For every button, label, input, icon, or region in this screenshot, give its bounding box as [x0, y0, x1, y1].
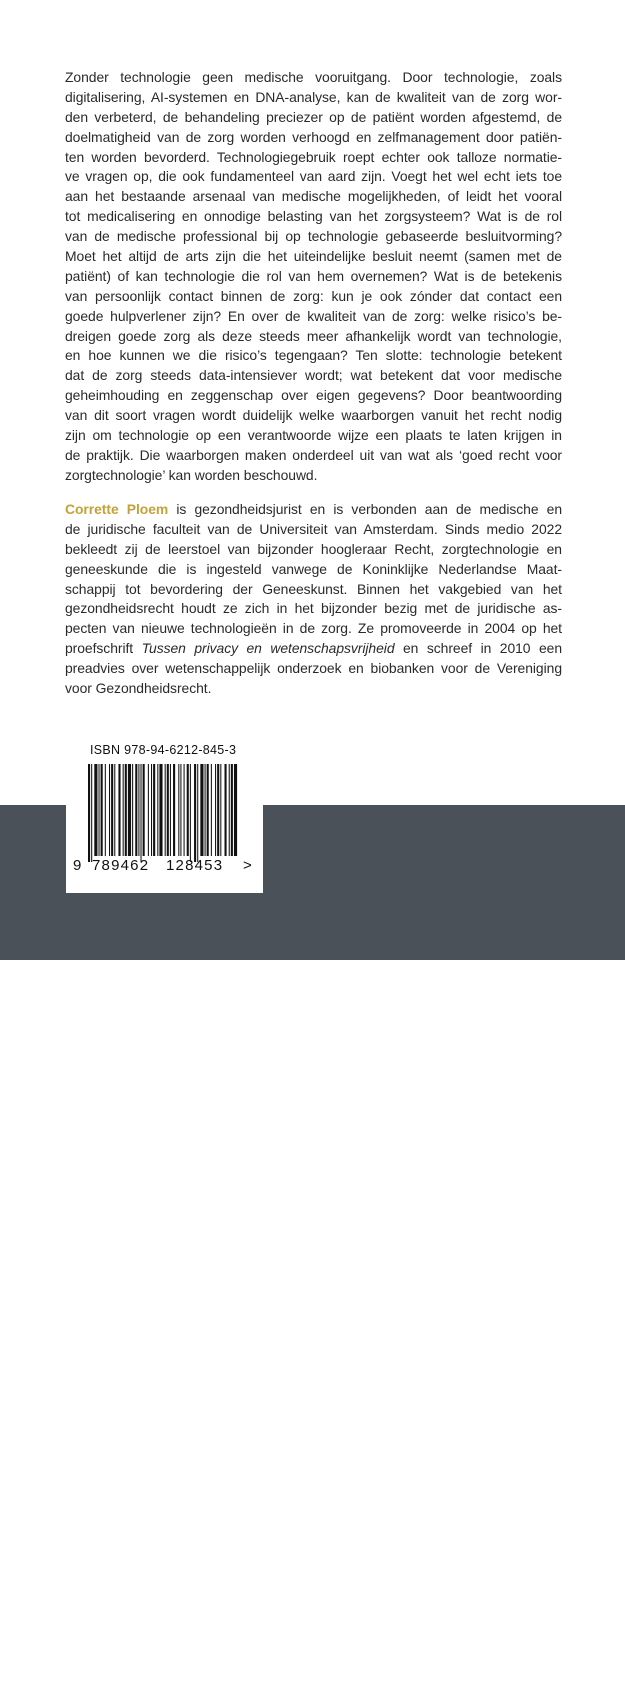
barcode-digits-right: 128453	[166, 857, 224, 874]
blurb-line: patiënt) of kan technologie die rol van hem overnemen? Wat is de betekenis	[65, 267, 562, 284]
author-name: Corrette Ploem	[65, 501, 169, 517]
bio-line: bekleedt zij de leerstoel van bijzonder hoogleraar Recht, zorgtechnologie en	[65, 540, 562, 557]
thesis-suffix: en schreef in 2010 een	[394, 640, 563, 657]
blurb-line: de praktijk. Die waarborgen maken onderdeel uit van wat als ‘goed recht voor	[65, 446, 562, 463]
barcode-icon	[88, 764, 240, 864]
bio-line	[65, 500, 562, 520]
blurb-line: ve vragen op, die ook fundamenteel van aard zijn. Voegt het wel echt iets toe	[65, 168, 562, 185]
barcode-digit-first: 9	[73, 857, 82, 874]
blurb-line: tot medicalisering en onnodige belasting van het zorgsysteem? Wat is de rol	[65, 208, 562, 225]
thesis-prefix: proefschrift	[65, 640, 142, 657]
blurb-line: Moet het altijd de arts zijn die het uiteindelijke besluit neemt (samen met de	[65, 248, 562, 265]
blurb-line: den verbeterd, de behandeling preciezer op de patiënt worden afgestemd, de	[65, 108, 562, 125]
bio-line: geneeskunde die is ingesteld vanwege de Koninklijke Nederlandse Maat-	[65, 560, 562, 577]
bio-line: pecten van nieuwe technologieën in de zorg. Ze promoveerde in 2004 op het	[65, 620, 562, 637]
blurb-line: dreigen goede zorg als deze steeds meer afhankelijk wordt van technologie,	[65, 327, 562, 344]
barcode-box	[66, 738, 263, 893]
blurb-line: van dit soort vragen wordt duidelijk welke waarborgen vanuit het recht nodig	[65, 407, 562, 424]
bio-line: preadvies over wetenschappelijk onderzoek en biobanken voor de Vereniging	[65, 660, 562, 677]
blurb-line: en hoe kunnen we die risico’s tegengaan? Ten slotte: technologie betekent	[65, 347, 562, 364]
blurb-line: geheimhouding en zeggenschap over eigen gegevens? Door beantwoording	[65, 387, 562, 404]
bio-line: schappij tot bevordering der Geneeskunst. Binnen het vakgebied van het	[65, 580, 562, 597]
thesis-title: Tussen privacy en wetenschapsvrijheid	[141, 640, 395, 657]
blurb-line: digitalisering, AI-systemen en DNA-analyse, kan de kwaliteit van de zorg wor-	[65, 88, 562, 105]
blurb-line: zorgtechnologie’ kan worden beschouwd.	[65, 466, 318, 483]
bio-line	[65, 639, 562, 659]
blurb-line: doelmatigheid van de zorg worden verhoogd en zelfmanagement door patiën-	[65, 128, 562, 145]
blurb-line: aan het bestaande arsenaal van medische mogelijkheden, of leidt het vooral	[65, 188, 562, 205]
isbn-label: ISBN 978-94-6212-845-3	[90, 743, 237, 757]
blurb-line: goede hulpverlener zijn? En over de kwaliteit van de zorg: welke risico’s be-	[65, 307, 562, 324]
blurb-line: van de medische professional bij op technologie gebaseerde besluitvorming?	[65, 228, 562, 245]
blurb-text	[65, 68, 562, 486]
barcode-arrow: >	[243, 857, 252, 874]
bio-intro: is gezondheidsjurist en is verbonden aan de medische en	[168, 501, 562, 517]
bio-line: de juridische faculteit van de Universiteit van Amsterdam. Sinds medio 2022	[65, 520, 562, 537]
publisher-name-bold: juridisch	[360, 1677, 446, 1700]
author-bio	[65, 500, 562, 699]
blurb-line: van persoonlijk contact binnen de zorg: kun je ook zónder dat contact een	[65, 287, 562, 304]
bio-line: voor Gezondheidsrecht.	[65, 680, 212, 697]
bio-line: gezondheidsrecht houdt ze zich in het bijzonder bezig met de juridische as-	[65, 600, 562, 617]
blurb-line: Zonder technologie geen medische vooruitgang. Door technologie, zoals	[65, 69, 562, 85]
blurb-line: zijn om technologie op een verantwoorde wijze een plaats te laten krijgen in	[65, 427, 562, 444]
publisher-name-regular: Boom	[307, 1677, 361, 1700]
barcode-digits-left: 789462	[92, 857, 150, 874]
blurb-line: dat de zorg steeds data-intensiever wordt; wat betekent dat voor medische	[65, 367, 562, 384]
blurb-line: ten worden bevorderd. Technologiegebruik roept echter ook talloze normatie-	[65, 148, 562, 165]
publisher-logo	[307, 1677, 446, 1701]
